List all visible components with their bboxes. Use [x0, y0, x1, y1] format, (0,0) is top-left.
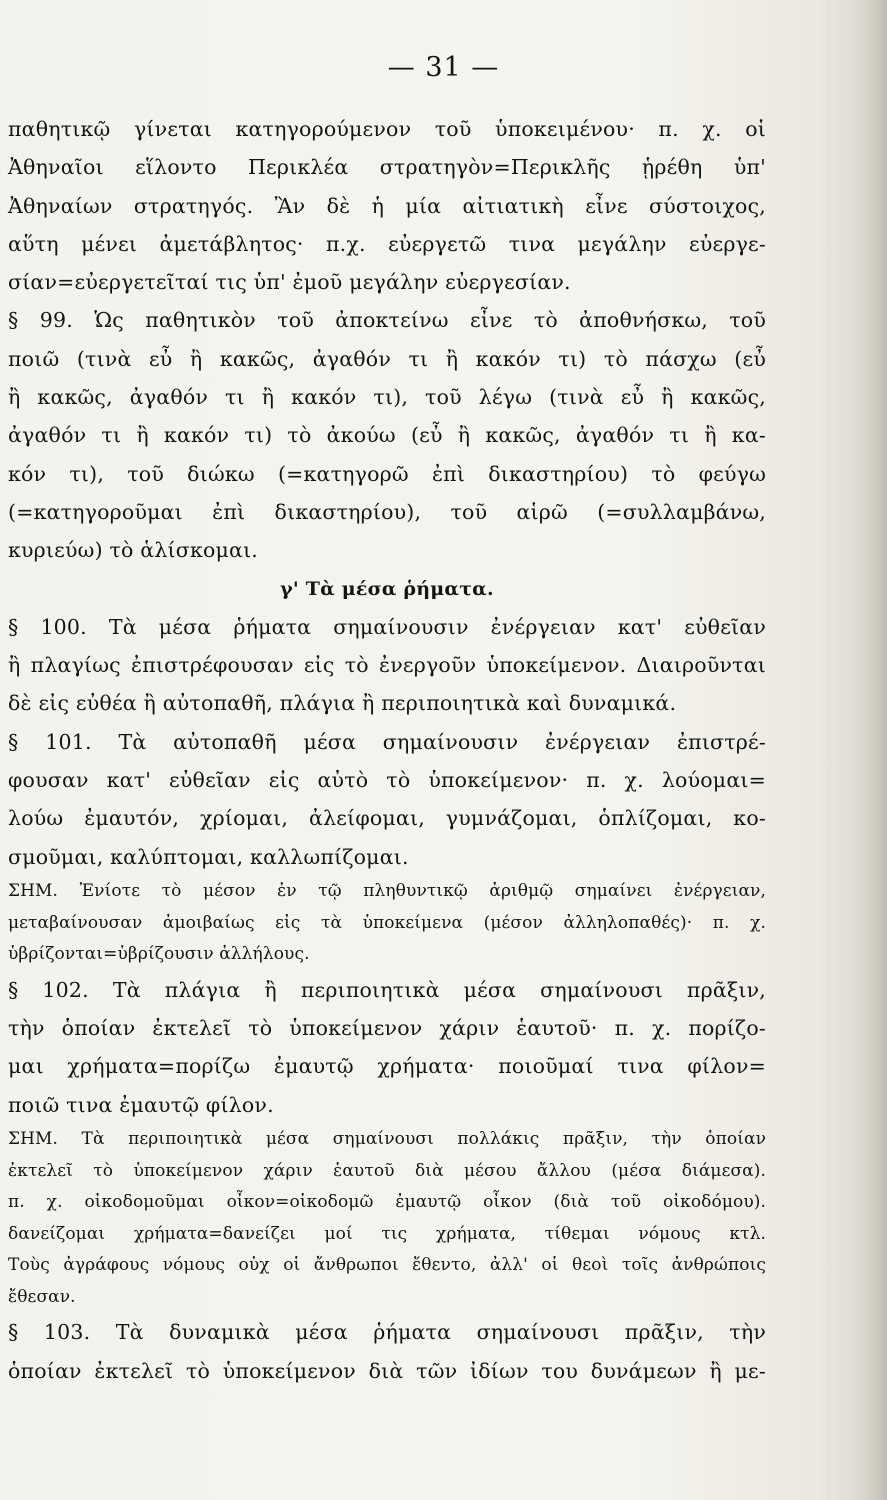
- text-line: τὴν ὁποίαν ἐκτελεῖ τὸ ὑποκείμενον χάριν ἑαυτοῦ· π. χ. πορίζο-: [8, 1016, 766, 1041]
- text-line: ἀγαθόν τι ἢ κακόν τι) τὸ ἀκούω (εὖ ἢ κακῶς, ἀγαθόν τι ἢ κα-: [8, 423, 766, 448]
- note-line: ἐκτελεῖ τὸ ὑποκείμενον χάριν ἑαυτοῦ διὰ μέσου ἄλλου (μέσα διάμεσα).: [8, 1160, 766, 1181]
- text-line: Ἀθηναίων στρατηγός. Ἂν δὲ ἡ μία αἰτιατικὴ εἶνε σύστοιχος,: [8, 193, 766, 218]
- page-text: [8, 110, 766, 1390]
- text-line: κυριεύω) τὸ ἁλίσκομαι.: [8, 538, 259, 563]
- text-line: (=κατηγοροῦμαι ἐπὶ δικαστηρίου), τοῦ αἱρῶ (=συλλαμβάνω,: [8, 499, 766, 524]
- text-line: ὁποίαν ἐκτελεῖ τὸ ὑποκείμενον διὰ τῶν ἰδίων του δυνάμεων ἢ με-: [8, 1358, 766, 1383]
- text-line: ἢ πλαγίως ἐπιστρέφουσαν εἰς τὸ ἐνεργοῦν ὑποκείμενον. Διαιροῦνται: [8, 653, 766, 678]
- note-line: ὑβρίζονται=ὑβρίζουσιν ἀλλήλους.: [8, 944, 310, 965]
- text-line: ποιῶ (τινὰ εὖ ἢ κακῶς, ἀγαθόν τι ἢ κακόν τι) τὸ πάσχω (εὖ: [8, 346, 766, 371]
- text-line: ποιῶ τινα ἐμαυτῷ φίλον.: [8, 1092, 274, 1117]
- note-line: ΣΗΜ. Ἐνίοτε τὸ μέσον ἐν τῷ πληθυντικῷ ἀριθμῷ σημαίνει ἐνέργειαν,: [8, 880, 766, 901]
- section-102-line: § 102. Τὰ πλάγια ἢ περιποιητικὰ μέσα σημαίνουσι πρᾶξιν,: [8, 977, 766, 1002]
- note-line: μεταβαίνουσαν ἀμοιβαίως εἰς τὰ ὑποκείμενα (μέσον ἀλληλοπαθές)· π. χ.: [8, 912, 766, 933]
- page-edge-shadow: [853, 0, 887, 1500]
- note-line: δανείζομαι χρήματα=δανείζει μοί τις χρήματα, τίθεμαι νόμους κτλ.: [8, 1223, 766, 1244]
- note-line: Τοὺς ἀγράφους νόμους οὐχ οἱ ἄνθρωποι ἔθεντο, ἀλλ' οἱ θεοὶ τοῖς ἀνθρώποις: [8, 1255, 766, 1276]
- note-line: ΣΗΜ. Τὰ περιποιητικὰ μέσα σημαίνουσι πολλάκις πρᾶξιν, τὴν ὁποίαν: [8, 1128, 766, 1149]
- section-101-line: § 101. Τὰ αὐτοπαθῆ μέσα σημαίνουσιν ἐνέργειαν ἐπιστρέ-: [8, 729, 766, 754]
- text-line: λούω ἐμαυτόν, χρίομαι, ἀλείφομαι, γυμνάζομαι, ὁπλίζομαι, κο-: [8, 806, 766, 831]
- text-line: ἢ κακῶς, ἀγαθόν τι ἢ κακόν τι), τοῦ λέγω (τινὰ εὖ ἢ κακῶς,: [8, 385, 766, 410]
- text-line: μαι χρήματα=πορίζω ἐμαυτῷ χρήματα· ποιοῦμαί τινα φίλον=: [8, 1054, 766, 1079]
- text-line: σμοῦμαι, καλύπτομαι, καλλωπίζομαι.: [8, 844, 409, 869]
- note-line: ἔθεσαν.: [8, 1286, 76, 1307]
- note-line: π. χ. οἰκοδομοῦμαι οἶκον=οἰκοδομῶ ἐμαυτῷ οἶκον (διὰ τοῦ οἰκοδόμου).: [8, 1192, 766, 1213]
- text-line: δὲ εἰς εὐθέα ἢ αὐτοπαθῆ, πλάγια ἢ περιποιητικὰ καὶ δυναμικά.: [8, 691, 677, 716]
- text-line: αὕτη μένει ἀμετάβλητος· π.χ. εὐεργετῶ τινα μεγάλην εὐεργε-: [8, 231, 766, 256]
- text-line: φουσαν κατ' εὐθεῖαν εἰς αὐτὸ τὸ ὑποκείμενον· π. χ. λούομαι=: [8, 768, 766, 793]
- text-line: Ἀθηναῖοι εἵλοντο Περικλέα στρατηγὸν=Περικλῆς ᾑρέθη ὑπ': [8, 155, 766, 180]
- text-line: παθητικῷ γίνεται κατηγορούμενον τοῦ ὑποκειμένου· π. χ. οἱ: [8, 117, 766, 141]
- text-line: κόν τι), τοῦ διώκω (=κατηγορῶ ἐπὶ δικαστηρίου) τὸ φεύγω: [8, 461, 766, 486]
- section-103-line: § 103. Τὰ δυναμικὰ μέσα ῥήματα σημαίνουσι πρᾶξιν, τὴν: [8, 1320, 766, 1345]
- section-99-line: § 99. Ὡς παθητικὸν τοῦ ἀποκτείνω εἶνε τὸ ἀποθνήσκω, τοῦ: [8, 308, 766, 333]
- text-line: σίαν=εὐεργετεῖταί τις ὑπ' ἐμοῦ μεγάλην εὐεργεσίαν.: [8, 270, 571, 295]
- page-number: — 31 —: [387, 52, 500, 83]
- section-100-line: § 100. Τὰ μέσα ῥήματα σημαίνουσιν ἐνέργειαν κατ' εὐθεῖαν: [8, 614, 766, 639]
- section-heading: γ' Τὰ μέσα ῥήματα.: [280, 577, 494, 600]
